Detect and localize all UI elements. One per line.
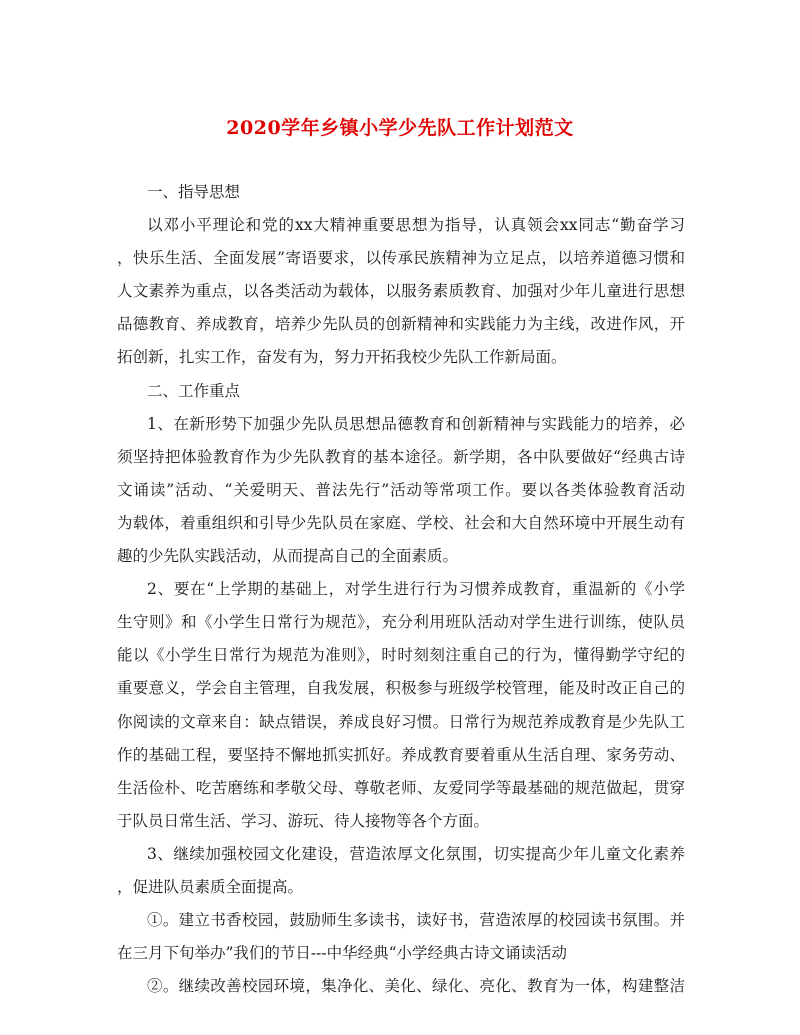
paragraph-line: ①。建立书香校园，鼓励师生多读书，读好书，营造浓厚的校园读书氛围。并 — [147, 911, 685, 930]
paragraph-line: 生活俭朴、吃苦磨练和孝敬父母、尊敬老师、友爱同学等最基础的规范做起，贯穿 — [117, 778, 685, 797]
paragraph-line: 拓创新，扎实工作，奋发有为，努力开拓我校少先队工作新局面。 — [117, 348, 567, 367]
paragraph-line: 以邓小平理论和党的xx大精神重要思想为指导，认真领会xx同志“勤奋学习 — [147, 216, 685, 235]
paragraph-line: 作的基础工程，要坚持不懈地抓实抓好。养成教育要着重从生活自理、家务劳动、 — [117, 745, 685, 764]
section-heading-work-focus: 二、工作重点 — [147, 381, 241, 400]
paragraph-line: 于队员日常生活、学习、游玩、待人接物等各个方面。 — [117, 811, 490, 830]
paragraph-line: 你阅读的文章来自：缺点错误，养成良好习惯。日常行为规范养成教育是少先队工 — [117, 712, 685, 731]
paragraph-line: ，促进队员素质全面提高。 — [117, 877, 304, 896]
paragraph-line: 须坚持把体验教育作为少先队教育的基本途径。新学期，各中队要做好“经典古诗 — [117, 447, 685, 466]
paragraph-line: 趣的少先队实践活动，从而提高自己的全面素质。 — [117, 547, 459, 566]
paragraph-line: 人文素养为重点，以各类活动为载体，以服务素质教育、加强对少年儿童进行思想 — [117, 282, 685, 301]
paragraph-line: 生守则》和《小学生日常行为规范》，充分利用班队活动对学生进行训练，使队员 — [117, 613, 685, 632]
paragraph-line: 2、要在“上学期的基础上，对学生进行行为习惯养成教育，重温新的《小学 — [147, 580, 685, 599]
paragraph-line: 1、在新形势下加强少先队员思想品德教育和创新精神与实践能力的培养，必 — [147, 414, 685, 433]
document-body — [117, 180, 685, 1007]
paragraph-line: 为载体，着重组织和引导少先队员在家庭、学校、社会和大自然环境中开展生动有 — [117, 513, 685, 532]
paragraph-line: 重要意义，学会自主管理，自我发展，积极参与班级学校管理，能及时改正自己的 — [117, 679, 685, 698]
paragraph-line: 3、继续加强校园文化建设，营造浓厚文化氛围，切实提高少年儿童文化素养 — [147, 844, 685, 863]
document-title: 2020学年乡镇小学少先队工作计划范文 — [226, 117, 574, 139]
paragraph-line: 在三月下旬举办”我们的节日---中华经典“小学经典古诗文诵读活动 — [117, 944, 568, 963]
paragraph-line: 品德教育、养成教育，培养少先队员的创新精神和实践能力为主线，改进作风，开 — [117, 315, 685, 334]
section-heading-guiding-ideology: 一、指导思想 — [147, 183, 241, 201]
paragraph-line: 文诵读”活动、“关爱明天、普法先行”活动等常项工作。要以各类体验教育活动 — [117, 480, 685, 499]
paragraph-line: ，快乐生活、全面发展”寄语要求，以传承民族精神为立足点，以培养道德习惯和 — [117, 249, 685, 268]
paragraph-line: ②。继续改善校园环境，集净化、美化、绿化、亮化、教育为一体，构建整洁 — [147, 977, 685, 996]
paragraph-line: 能以《小学生日常行为规范为准则》，时时刻刻注重自己的行为，懂得勤学守纪的 — [117, 646, 685, 665]
